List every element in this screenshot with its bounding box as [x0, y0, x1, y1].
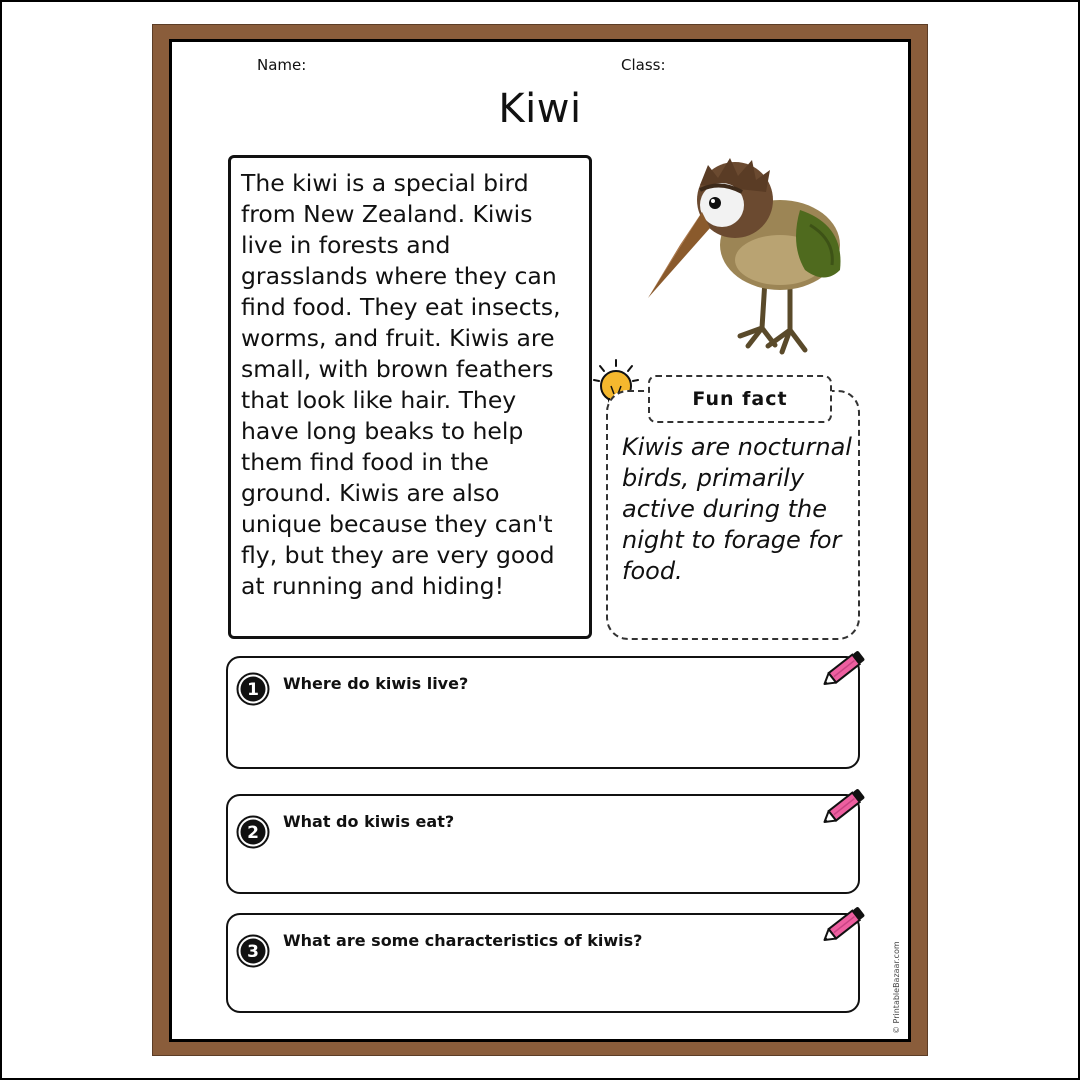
fun-fact-label: Fun fact: [648, 375, 832, 423]
question-number-2: 2: [247, 823, 259, 843]
reading-passage-text: The kiwi is a special bird from New Zealand. Kiwis live in forests and grasslands where they can find food. They eat insects, worms, and fruit. Kiwis are small, with brown feathers that look like hair. They have long beaks to help them find food in the ground. Kiwis are also unique because they can't fly, but they are very good at running and hiding!: [241, 169, 561, 600]
question-3-answer-box[interactable]: [226, 913, 860, 1013]
question-1-text: Where do kiwis live?: [283, 674, 469, 693]
page-title: Kiwi: [498, 86, 582, 132]
pencil-icon: [818, 650, 870, 690]
pencil-icon: [818, 788, 870, 828]
question-2-text: What do kiwis eat?: [283, 812, 455, 831]
reading-passage-box: [228, 155, 592, 639]
question-number-3-icon: [236, 934, 270, 968]
question-2-answer-box[interactable]: [226, 794, 860, 894]
question-number-3: 3: [247, 942, 259, 962]
class-label: Class:: [621, 56, 666, 74]
fun-fact-text: Kiwis are nocturnal birds, primarily active during the night to forage for food.: [622, 433, 852, 585]
question-3-text: What are some characteristics of kiwis?: [283, 931, 643, 950]
name-label: Name:: [257, 56, 307, 74]
question-1-answer-box[interactable]: [226, 656, 860, 769]
kiwi-bird-illustration: [640, 150, 865, 360]
question-number-1: 1: [247, 680, 259, 700]
pencil-icon: [818, 906, 870, 946]
copyright-watermark: © PrintableBazaar.com: [892, 941, 901, 1034]
question-number-2-icon: [236, 815, 270, 849]
question-number-1-icon: [236, 672, 270, 706]
